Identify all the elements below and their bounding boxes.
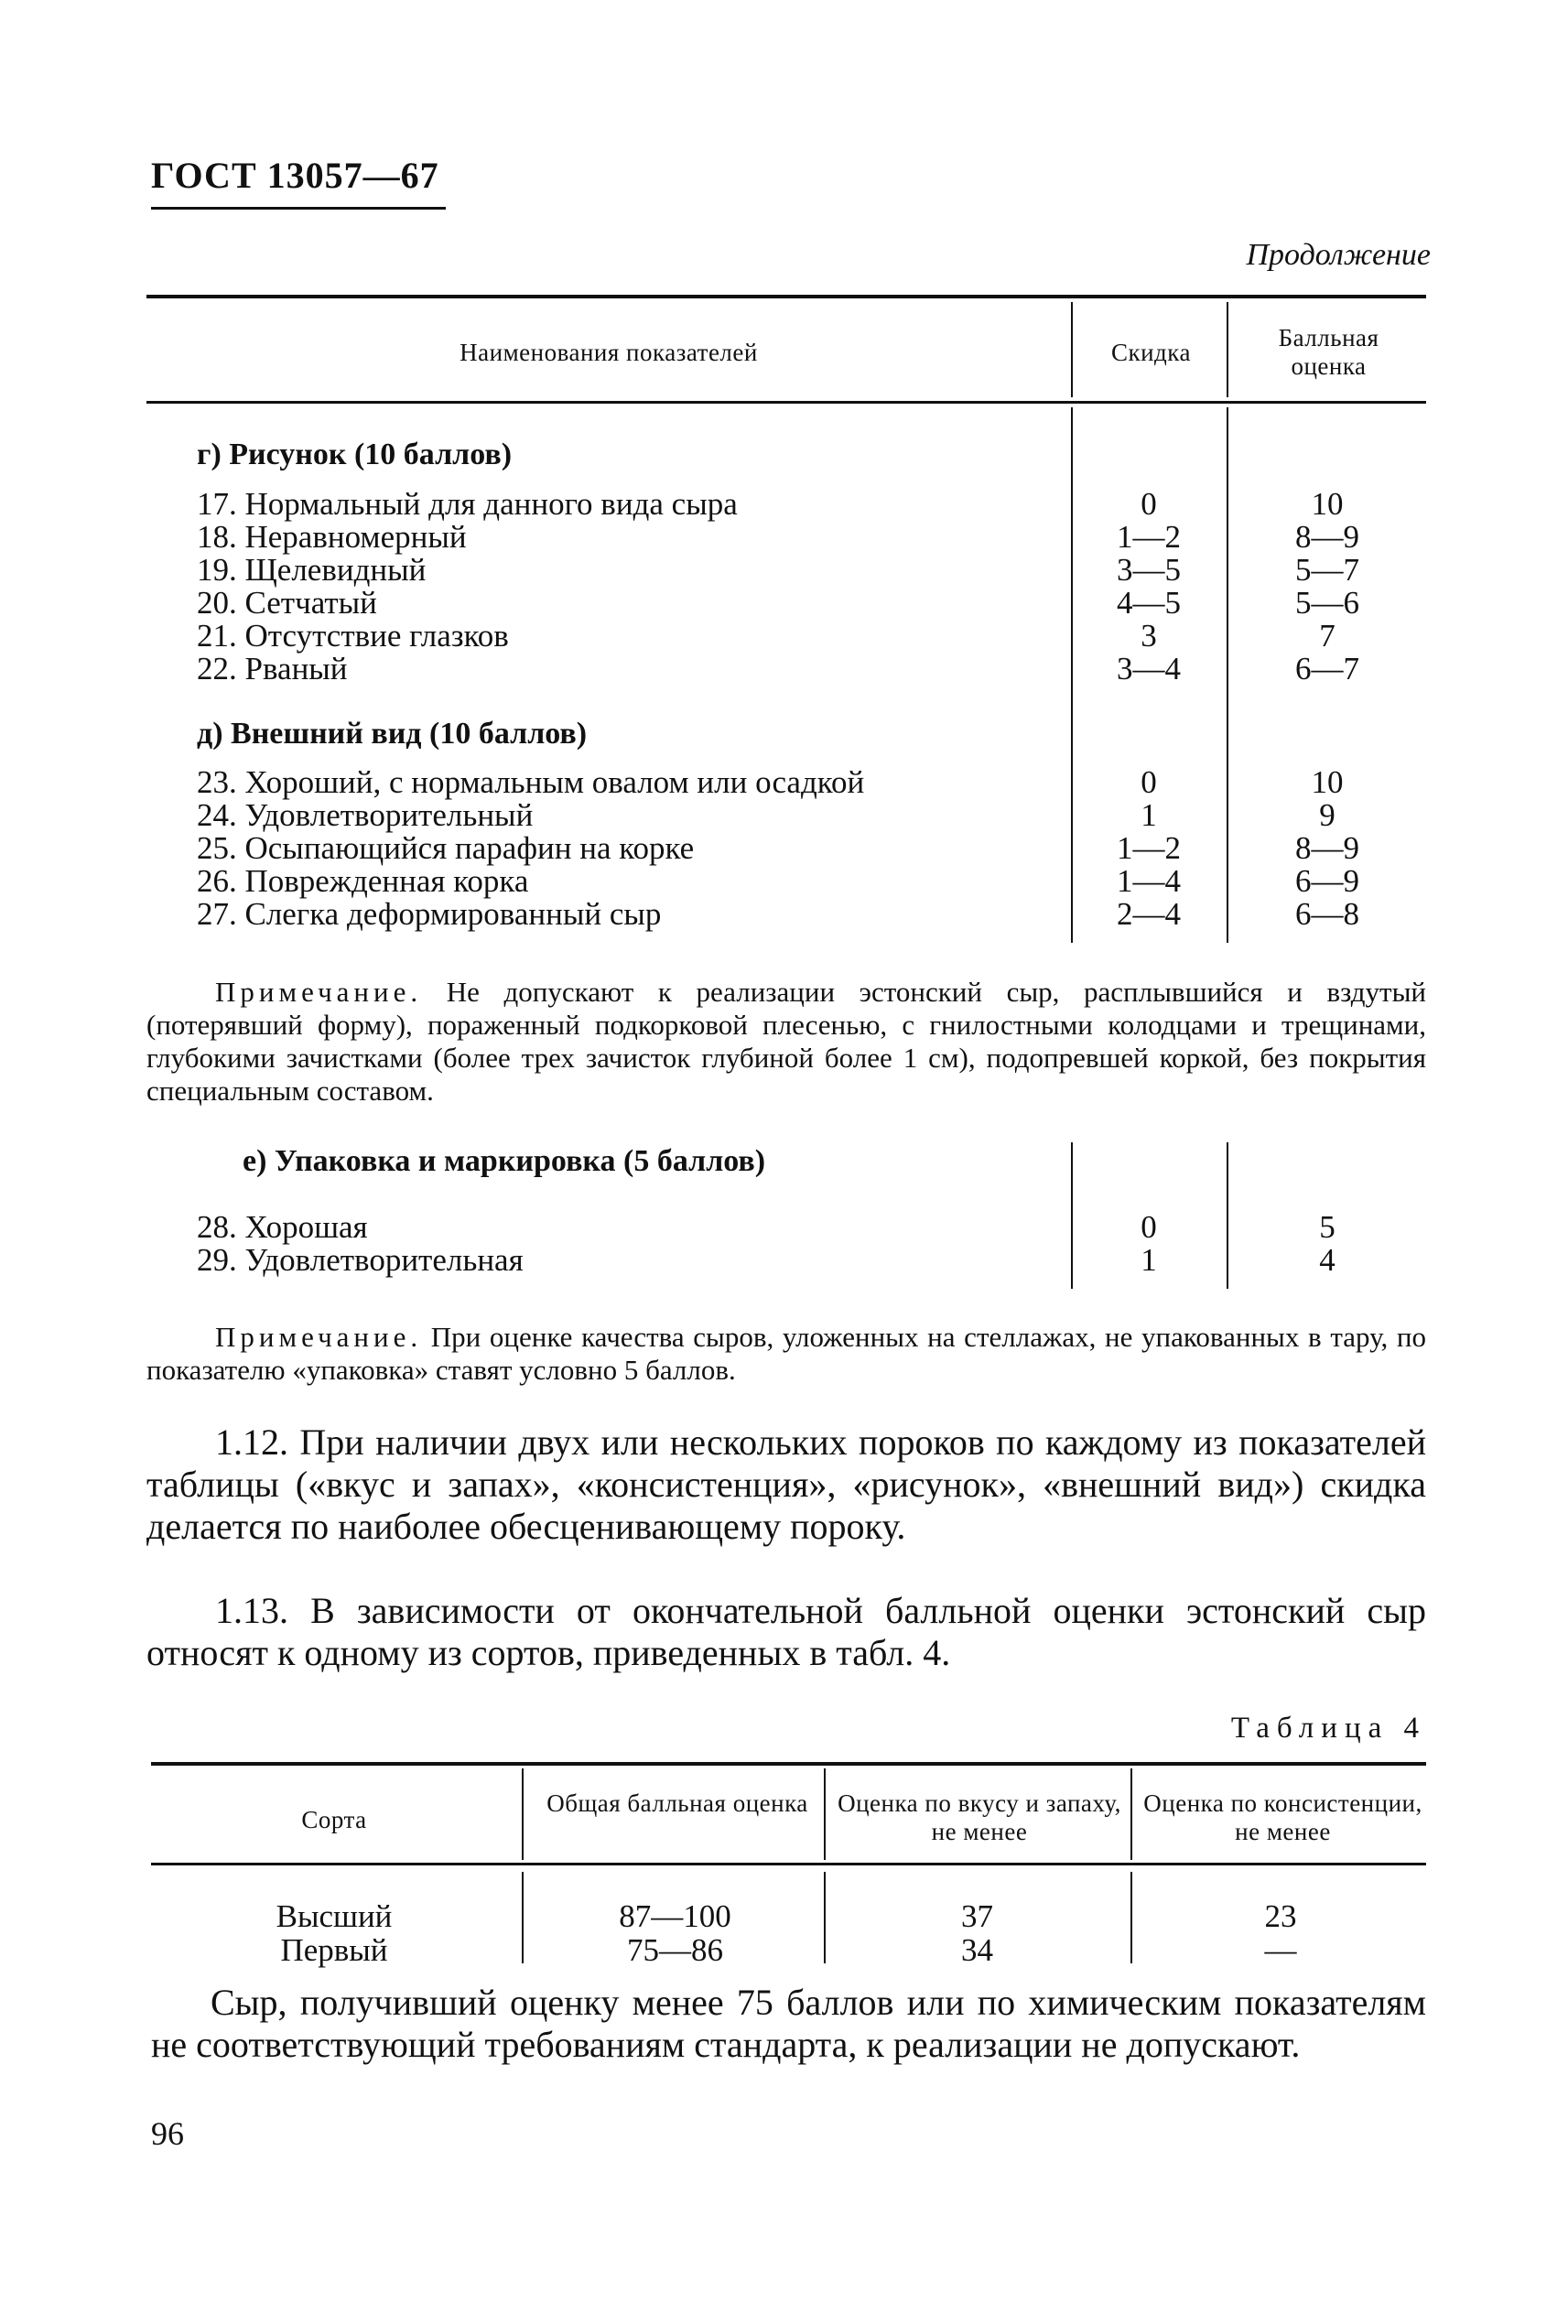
score-value: 4 — [1319, 1242, 1336, 1278]
table-row: 26. Поврежденная корка — [197, 863, 529, 899]
table-row: 19. Щелевидный — [197, 552, 427, 588]
discount-value: 1—2 — [1117, 830, 1181, 866]
table4-col-grade — [151, 1899, 517, 1967]
table-row: 17. Нормальный для данного вида сыра — [197, 486, 738, 522]
score-value: 8—9 — [1295, 519, 1359, 555]
score-value: 6—8 — [1295, 896, 1359, 932]
table4-top-rule — [151, 1762, 1426, 1766]
note-packaging — [146, 1321, 1426, 1387]
page-number: 96 — [151, 2115, 184, 2152]
section-d-scores — [1231, 766, 1423, 931]
discount-value: 3—4 — [1117, 651, 1181, 686]
col-divider — [1130, 1872, 1132, 1963]
col-divider — [1227, 302, 1228, 397]
table-row: 21. Отсутствие глазков — [197, 618, 509, 654]
note-label: Примечание. — [215, 1321, 423, 1353]
col-divider — [824, 1872, 826, 1963]
col-header-score-line2: оценка — [1291, 352, 1367, 380]
col-divider — [1071, 1142, 1073, 1289]
table-row: 20. Сетчатый — [197, 585, 377, 621]
score-value: 5—6 — [1295, 585, 1359, 621]
score-value: 10 — [1311, 486, 1344, 522]
section-g-scores — [1231, 488, 1423, 686]
discount-value: 0 — [1141, 486, 1157, 522]
discount-value: 4—5 — [1117, 585, 1181, 621]
taste-score-value: 34 — [961, 1932, 993, 1968]
table-row: 24. Удовлетворительный — [197, 797, 534, 833]
col-header-discount: Скидка — [1110, 339, 1191, 366]
note-text: При оценке качества сыров, уложенных на стеллажах, не упакованных в тару, по показателю «упаковка» ставят условно 5 баллов. — [146, 1321, 1427, 1386]
discount-value: 3—5 — [1117, 552, 1181, 588]
discount-value: 0 — [1141, 1209, 1157, 1245]
col-header-score-line1: Балльная — [1278, 324, 1379, 351]
section-e-scores — [1231, 1211, 1423, 1277]
col-divider — [1130, 1768, 1132, 1860]
table4-header-total: Общая балльная оценка — [546, 1789, 808, 1817]
table4-header-consistency: Оценка по консистенции, не менее — [1143, 1789, 1422, 1845]
col-header-score — [1231, 324, 1426, 381]
table4-header-taste: Оценка по вкусу и запаху, не менее — [838, 1789, 1121, 1845]
section-d-discounts — [1076, 766, 1222, 931]
total-score-value: 87—100 — [619, 1898, 731, 1934]
score-value: 10 — [1311, 764, 1344, 800]
continuation-label: Продолжение — [1246, 238, 1431, 272]
score-value: 7 — [1319, 618, 1336, 654]
table-row: 28. Хорошая — [197, 1209, 368, 1245]
table-row: 18. Неравномерный — [197, 519, 467, 555]
document-code: ГОСТ 13057—67 — [151, 155, 439, 196]
note-rejection — [146, 976, 1426, 1108]
table4-header-rule — [151, 1863, 1426, 1865]
table-header-rule — [146, 401, 1426, 404]
discount-value: 0 — [1141, 764, 1157, 800]
score-value: 9 — [1319, 797, 1336, 833]
total-score-value: 75—86 — [627, 1932, 723, 1968]
paragraph-1-13: 1.13. В зависимости от окончательной балльной оценки эстонский сыр относят к одному из сортов, приведенных в табл. 4. — [146, 1590, 1426, 1673]
discount-value: 1 — [1141, 1242, 1157, 1278]
table4-col-taste — [828, 1899, 1126, 1967]
consistency-score-value: 23 — [1264, 1898, 1297, 1934]
col-divider — [824, 1768, 826, 1860]
score-value: 6—7 — [1295, 651, 1359, 686]
header-underline — [151, 207, 446, 210]
col-divider — [1071, 302, 1073, 397]
table-row: Высший — [276, 1898, 393, 1934]
table-row: 27. Слегка деформированный сыр — [197, 896, 662, 932]
score-value: 6—9 — [1295, 863, 1359, 899]
discount-value: 1—4 — [1117, 863, 1181, 899]
discount-value: 3 — [1141, 618, 1157, 654]
section-title-pattern: г) Рисунок (10 баллов) — [197, 438, 513, 471]
table-row: 29. Удовлетворительная — [197, 1242, 524, 1278]
table4-caption: Таблица 4 — [1230, 1712, 1426, 1745]
col-divider — [522, 1872, 524, 1963]
section-e-rows — [197, 1211, 1039, 1277]
section-title-packaging: е) Упаковка и маркировка (5 баллов) — [243, 1144, 766, 1178]
paragraph-1-12: 1.12. При наличии двух или нескольких пороков по каждому из показателей таблицы («вкус и запах», «консистенция», «рисунок», «внешний вид») скидка делается по наиболее обесценивающему пороку. — [146, 1421, 1426, 1547]
score-value: 8—9 — [1295, 830, 1359, 866]
table4-col-consistency — [1135, 1899, 1426, 1967]
discount-value: 2—4 — [1117, 896, 1181, 932]
table-row: 22. Рваный — [197, 651, 348, 686]
closing-paragraph: Сыр, получивший оценку менее 75 баллов или по химическим показателям не соответствующий требованиям стандарта, к реализации не допускают. — [151, 1982, 1426, 2065]
table4-col-total — [531, 1899, 819, 1967]
discount-value: 1—2 — [1117, 519, 1181, 555]
table-row: 25. Осыпающийся парафин на корке — [197, 830, 695, 866]
taste-score-value: 37 — [961, 1898, 993, 1934]
discount-value: 1 — [1141, 797, 1157, 833]
table-top-rule — [146, 295, 1426, 298]
consistency-score-value: — — [1264, 1932, 1297, 1968]
section-g-discounts — [1076, 488, 1222, 686]
section-e-discounts — [1076, 1211, 1222, 1277]
note-text: Не допускают к реализации эстонский сыр, расплывшийся и вздутый (потерявший форму), пораженный подкорковой плесенью, с гнилостными колодцами и трещинами, глубокими зачистками (более трех зачисток глубиной более 1 см), подопревшей коркой, без покрытия специальным составом. — [146, 976, 1427, 1107]
note-label: Примечание. — [215, 976, 423, 1008]
col-divider — [522, 1768, 524, 1860]
score-value: 5—7 — [1295, 552, 1359, 588]
section-title-appearance: д) Внешний вид (10 баллов) — [197, 717, 588, 751]
col-divider — [1227, 1142, 1228, 1289]
table-row: Первый — [280, 1932, 388, 1968]
table4-header-grade: Сорта — [301, 1806, 367, 1833]
table-row: 23. Хороший, с нормальным овалом или осадкой — [197, 764, 865, 800]
score-value: 5 — [1319, 1209, 1336, 1245]
col-header-name: Наименования показателей — [460, 339, 758, 366]
